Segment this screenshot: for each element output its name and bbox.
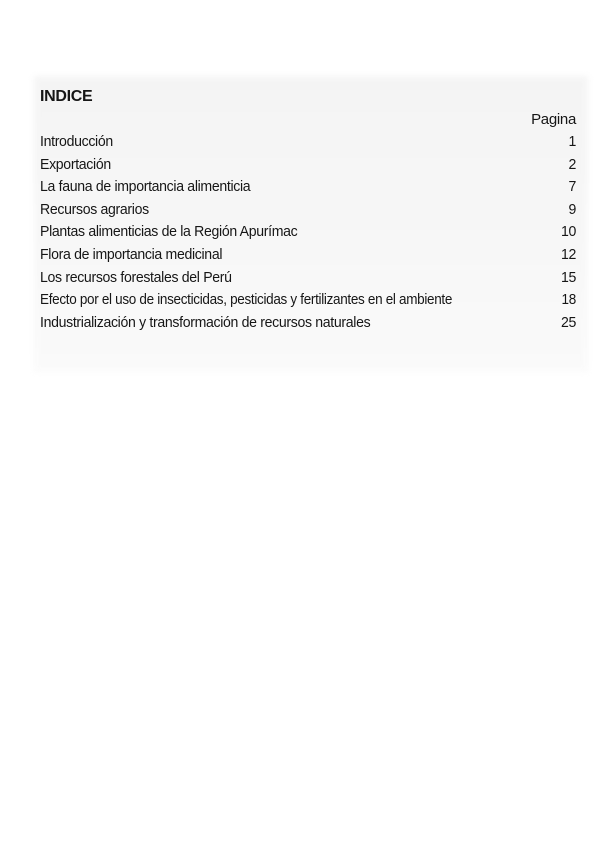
toc-entry	[40, 199, 576, 222]
toc-entry-page: 7	[568, 178, 577, 196]
toc-entry-title: Plantas alimenticias de la Región Apurímac	[40, 223, 298, 241]
toc-entry	[40, 154, 576, 177]
toc-entry-page: 2	[568, 155, 577, 173]
toc-entry	[40, 131, 576, 154]
page-title: INDICE	[40, 88, 93, 105]
toc-entry-title: Flora de importancia medicinal	[40, 245, 223, 263]
toc-entry-title: Los recursos forestales del Perú	[40, 268, 232, 286]
toc-entry-title: Industrialización y transformación de recursos naturales	[40, 313, 371, 331]
toc-entry-page: 25	[561, 313, 577, 331]
toc-entry-title: Efecto por el uso de insecticidas, pesticidas y fertilizantes en el ambiente	[40, 291, 453, 309]
toc-entry-page: 1	[568, 133, 577, 150]
toc-entry-title: Introducción	[40, 133, 113, 150]
toc-entry	[40, 176, 576, 199]
toc-entry	[40, 289, 576, 312]
toc-entry	[40, 221, 576, 244]
toc-list	[40, 131, 576, 334]
toc-entry-page: 9	[568, 200, 577, 218]
toc-entry-page: 10	[561, 223, 577, 241]
table-of-contents	[40, 86, 576, 334]
toc-entry-page: 12	[561, 245, 577, 263]
toc-entry	[40, 267, 576, 290]
toc-entry-title: Recursos agrarios	[40, 200, 149, 218]
toc-entry	[40, 244, 576, 267]
page-column-header: Pagina	[531, 111, 576, 128]
toc-entry-title: La fauna de importancia alimenticia	[40, 178, 251, 196]
toc-entry-page: 18	[561, 291, 576, 309]
toc-entry-title: Exportación	[40, 155, 111, 173]
toc-entry	[40, 312, 576, 335]
toc-entry-page: 15	[561, 268, 577, 286]
